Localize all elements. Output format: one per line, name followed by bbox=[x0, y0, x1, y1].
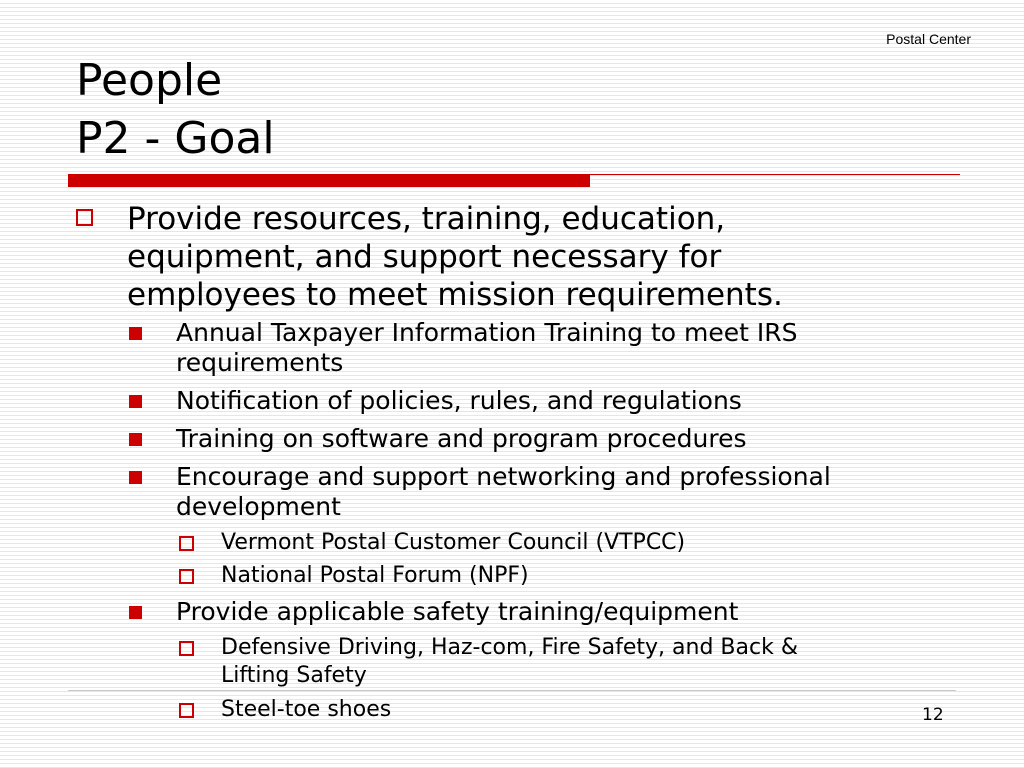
solid-square-bullet-icon bbox=[129, 606, 142, 619]
slide-title-line-2: P2 - Goal bbox=[76, 113, 275, 164]
sub-item-5-child-1-line-2: Lifting Safety bbox=[221, 663, 367, 688]
solid-square-bullet-icon bbox=[129, 327, 142, 340]
sub-item-4-line-1: Encourage and support networking and professional bbox=[176, 462, 831, 491]
slide-title-line-1: People bbox=[76, 55, 223, 106]
solid-square-bullet-icon bbox=[129, 471, 142, 484]
hollow-square-bullet-icon bbox=[179, 569, 194, 584]
main-bullet-line-2: equipment, and support necessary for bbox=[127, 239, 722, 275]
hollow-square-bullet-icon bbox=[179, 641, 194, 656]
sub-item-5-child-1-line-1: Defensive Driving, Haz-com, Fire Safety, and Back & bbox=[221, 635, 798, 660]
hollow-square-bullet-icon bbox=[179, 703, 194, 718]
sub-item-4-child-2: National Postal Forum (NPF) bbox=[221, 563, 529, 588]
sub-item-4-child-1: Vermont Postal Customer Council (VTPCC) bbox=[221, 530, 686, 555]
sub-item-5-line-1: Provide applicable safety training/equipment bbox=[176, 597, 739, 626]
solid-square-bullet-icon bbox=[129, 395, 142, 408]
footer-divider bbox=[68, 690, 956, 691]
header-note: Postal Center bbox=[886, 31, 971, 47]
hollow-square-bullet-icon bbox=[179, 536, 194, 551]
page-number: 12 bbox=[922, 705, 944, 725]
sub-item-1-line-1: Annual Taxpayer Information Training to meet IRS bbox=[176, 318, 798, 347]
sub-item-1-line-2: requirements bbox=[176, 348, 344, 377]
solid-square-bullet-icon bbox=[129, 433, 142, 446]
main-bullet-line-1: Provide resources, training, education, bbox=[127, 201, 726, 237]
hollow-square-bullet-icon bbox=[76, 209, 93, 226]
sub-item-5-child-2: Steel-toe shoes bbox=[221, 697, 392, 722]
sub-item-4-line-2: development bbox=[176, 492, 341, 521]
main-bullet-line-3: employees to meet mission requirements. bbox=[127, 277, 783, 313]
sub-item-2-line-1: Notification of policies, rules, and regulations bbox=[176, 386, 742, 415]
sub-item-3-line-1: Training on software and program procedures bbox=[176, 424, 747, 453]
